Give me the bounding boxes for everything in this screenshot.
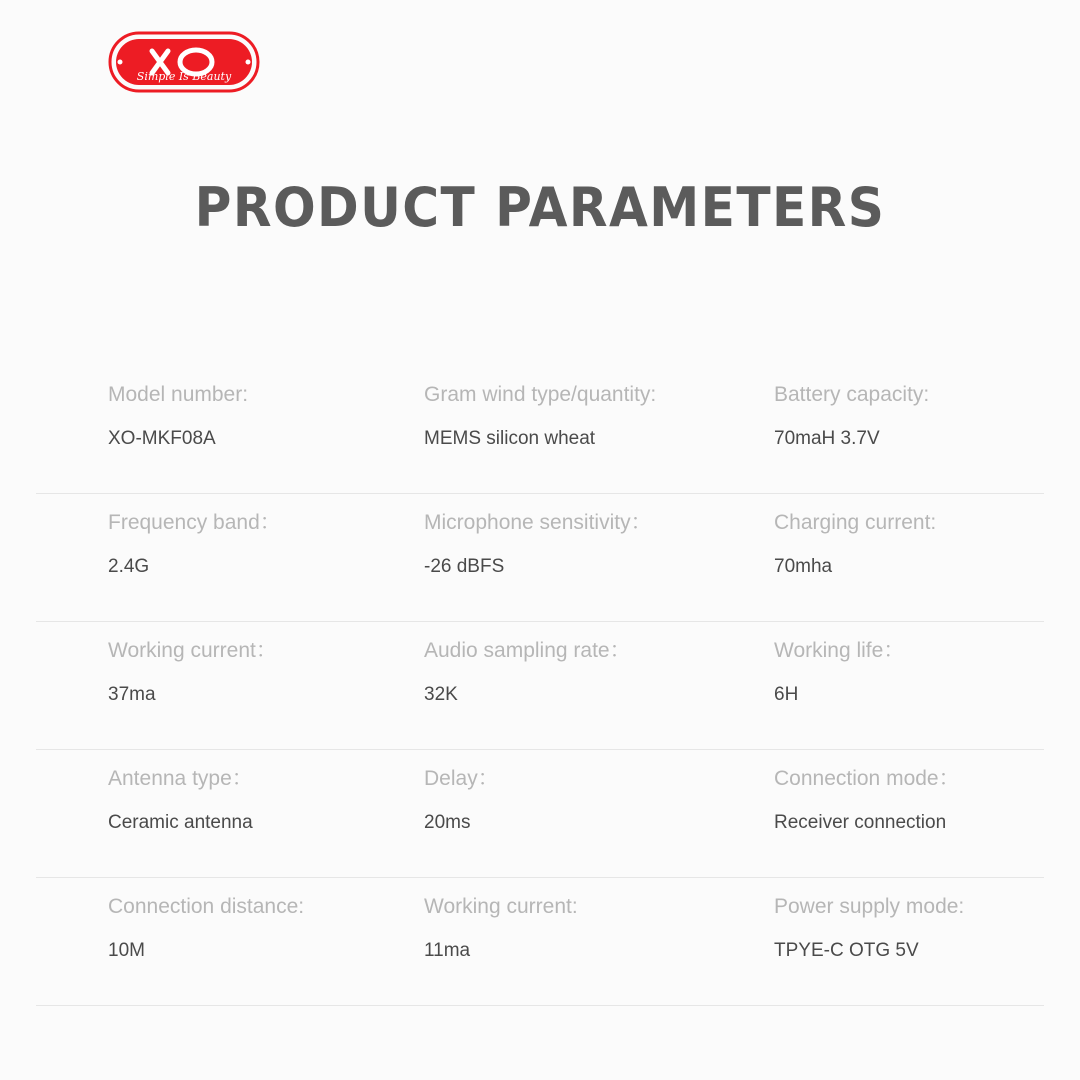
spec-cell (36, 376, 352, 493)
spec-label: Antenna type： (108, 767, 253, 790)
spec-value: 2.4G (108, 556, 150, 578)
specifications-table (36, 366, 1044, 1006)
brand-logo (108, 31, 260, 93)
spec-value: TPYE-C OTG 5V (774, 940, 919, 962)
spec-value: Ceramic antenna (108, 812, 253, 834)
spec-label: Delay： (424, 767, 499, 790)
table-row (36, 366, 1044, 494)
spec-cell (352, 760, 702, 877)
spec-label: Charging current: (774, 511, 937, 534)
spec-label: Working life： (774, 639, 905, 662)
spec-label: Gram wind type/quantity: (424, 383, 657, 406)
spec-label: Power supply mode: (774, 895, 965, 918)
spec-value: MEMS silicon wheat (424, 428, 596, 450)
spec-label: Working current： (108, 639, 277, 662)
spec-cell (352, 376, 702, 493)
spec-label: Microphone sensitivity： (424, 511, 652, 534)
spec-cell (702, 632, 1044, 749)
spec-cell (36, 632, 352, 749)
spec-value: 6H (774, 684, 799, 706)
spec-label: Audio sampling rate： (424, 639, 631, 662)
spec-label: Connection distance: (108, 895, 305, 918)
xo-logo-icon (108, 31, 260, 93)
table-row (36, 494, 1044, 622)
spec-value: 20ms (424, 812, 471, 834)
spec-cell (702, 376, 1044, 493)
spec-label: Frequency band： (108, 511, 281, 534)
spec-cell (702, 504, 1044, 621)
spec-value: 10M (108, 940, 145, 962)
spec-label: Battery capacity: (774, 383, 930, 406)
table-row (36, 750, 1044, 878)
spec-value: 32K (424, 684, 458, 706)
spec-value: 37ma (108, 684, 156, 706)
spec-value: 70maH 3.7V (774, 428, 880, 450)
spec-value: XO-MKF08A (108, 428, 216, 450)
spec-label: Model number: (108, 383, 249, 406)
spec-cell (702, 760, 1044, 877)
spec-value: 11ma (424, 940, 471, 962)
table-row (36, 622, 1044, 750)
spec-cell (352, 632, 702, 749)
page-title: PRODUCT PARAMETERS (194, 176, 886, 239)
spec-cell (36, 504, 352, 621)
spec-label: Working current: (424, 895, 578, 918)
spec-cell (352, 888, 702, 1005)
spec-cell (36, 760, 352, 877)
spec-cell (36, 888, 352, 1005)
spec-cell (702, 888, 1044, 1005)
spec-label: Connection mode： (774, 767, 960, 790)
spec-value: 70mha (774, 556, 833, 578)
spec-value: -26 dBFS (424, 556, 505, 578)
svg-text:Simple Is Beauty: Simple Is Beauty (136, 70, 232, 83)
table-row (36, 878, 1044, 1006)
spec-cell (352, 504, 702, 621)
spec-value: Receiver connection (774, 812, 947, 834)
